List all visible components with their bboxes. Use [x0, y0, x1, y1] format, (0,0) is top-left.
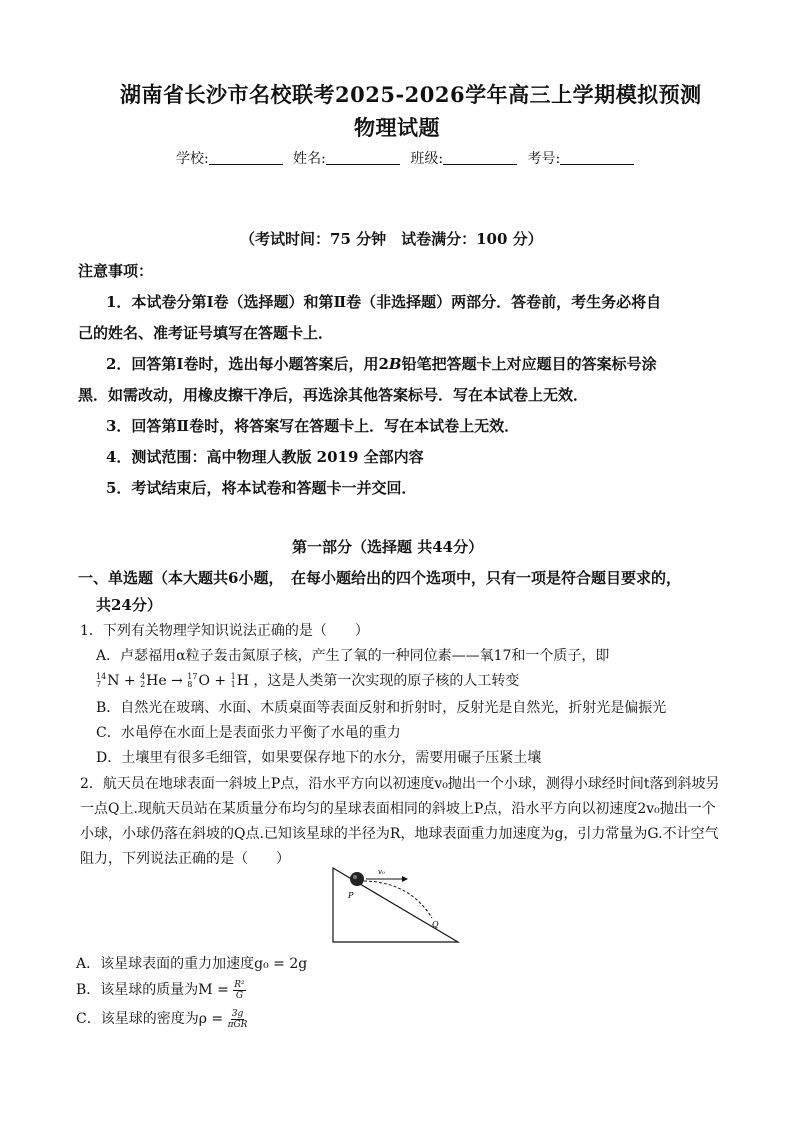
- trajectory-curve: [364, 881, 432, 918]
- q2-stem-line3: 小球，小球仍落在斜坡的Q点.已知该星球的半径为R，地球表面重力加速度为g，引力常量为G.不计空气: [80, 826, 719, 842]
- section-heading: 一、单选题（本大题共6小题， 在每小题给出的四个选项中，只有一项是符合题目要求的，: [78, 569, 681, 587]
- class-blank[interactable]: [443, 150, 517, 165]
- q2-stem-line4: 阻力，下列说法正确的是（ ）: [80, 851, 290, 867]
- q1-option-a-equation: 14 7 N + 4 2 He → 17 8 O + 1 1 H ，这是人类第一次实现的原子核的人工转变: [96, 672, 520, 689]
- exam-number-blank[interactable]: [560, 150, 634, 165]
- slope-projectile-figure: [330, 862, 462, 946]
- notice-item-2-cont: 黑．如需改动，用橡皮擦干净后，再选涂其他答案标号．写在本试卷上无效．: [78, 386, 589, 404]
- notice-item-1: 1．本试卷分第Ⅰ卷（选择题）和第Ⅱ卷（非选择题）两部分．答卷前，考生务必将自: [106, 293, 662, 311]
- notice-heading: 注意事项：: [78, 262, 154, 280]
- class-label: 班级:: [410, 151, 444, 167]
- student-info-fields: [176, 148, 640, 168]
- point-p-label: P: [348, 891, 354, 900]
- notice-item-4: 4．测试范围：高中物理人教版 2019 全部内容: [106, 448, 424, 466]
- notice-item-2: 2．回答第Ⅰ卷时，选出每小题答案后，用2B铅笔把答题卡上对应题目的答案标号涂: [106, 355, 657, 373]
- exam-subtitle: 物理试题: [354, 115, 440, 140]
- notice-item-3: 3．回答第Ⅱ卷时，将答案写在答题卡上．写在本试卷上无效．: [106, 417, 520, 435]
- mass-fraction: $\frac{\text{R²}}{G}$: [234, 979, 245, 1001]
- q1-stem: 1．下列有关物理学知识说法正确的是（ ）: [80, 623, 369, 639]
- nuclear-equation: 14 7 N + 4 2 He → 17 8 O + 1 1 H: [96, 672, 254, 689]
- pencil-letter: B: [388, 355, 402, 373]
- notice-item-1-cont: 己的姓名、准考证号填写在答题卡上．: [78, 324, 334, 342]
- q1-option-c: C．水黾停在水面上是表面张力平衡了水黾的重力: [96, 725, 401, 741]
- q2-stem-line2: 一点Q上.现航天员站在某质量分布均匀的星球表面相同的斜坡上P点，沿水平方向以初速度2v₀抛出一个: [80, 801, 716, 817]
- q1-option-b: B．自然光在玻璃、水面、木质桌面等表面反射和折射时，反射光是自然光，折射光是偏振光: [96, 700, 667, 716]
- density-fraction: $\frac{3g}{\text{πGR}}$: [227, 1008, 248, 1030]
- name-blank[interactable]: [326, 150, 400, 165]
- v0-label: v₀: [378, 868, 385, 876]
- q1-option-a: A．卢瑟福用α粒子轰击氮原子核，产生了氧的一种同位素——氧17和一个质子，即: [96, 648, 610, 664]
- q2-option-a: A．该星球表面的重力加速度g₀ = 2g: [76, 956, 308, 972]
- q1-option-d: D．土壤里有很多毛细管，如果要保存地下的水分，需要用碾子压紧土壤: [96, 750, 542, 766]
- exam-time-info: （考试时间：75 分钟 试卷满分：100 分）: [240, 230, 543, 248]
- name-label: 姓名:: [293, 151, 326, 167]
- q2-option-b: B．该星球的质量为M = $\frac{\text{R²}}{G}$: [76, 979, 245, 1001]
- q2-stem-line1: 2．航天员在地球表面一斜坡上P点，沿水平方向以初速度v₀抛出一个小球，测得小球经时间t落到斜坡另: [80, 776, 720, 792]
- school-blank[interactable]: [209, 150, 283, 165]
- section-heading-cont: 共24分）: [96, 596, 162, 614]
- point-q-label: Q: [432, 920, 439, 929]
- exam-title: 湖南省长沙市名校联考2025-2026学年高三上学期模拟预测: [120, 82, 702, 107]
- part1-heading: 第一部分（选择题 共44分）: [292, 538, 484, 556]
- q2-option-c: C．该星球的密度为ρ = $\frac{3g}{\text{πGR}}$: [76, 1008, 248, 1030]
- notice-item-5: 5．考试结束后，将本试卷和答题卡一并交回．: [106, 479, 417, 497]
- exam-number-label: 考号:: [527, 151, 561, 167]
- ball: [350, 872, 364, 886]
- school-label: 学校:: [176, 151, 209, 167]
